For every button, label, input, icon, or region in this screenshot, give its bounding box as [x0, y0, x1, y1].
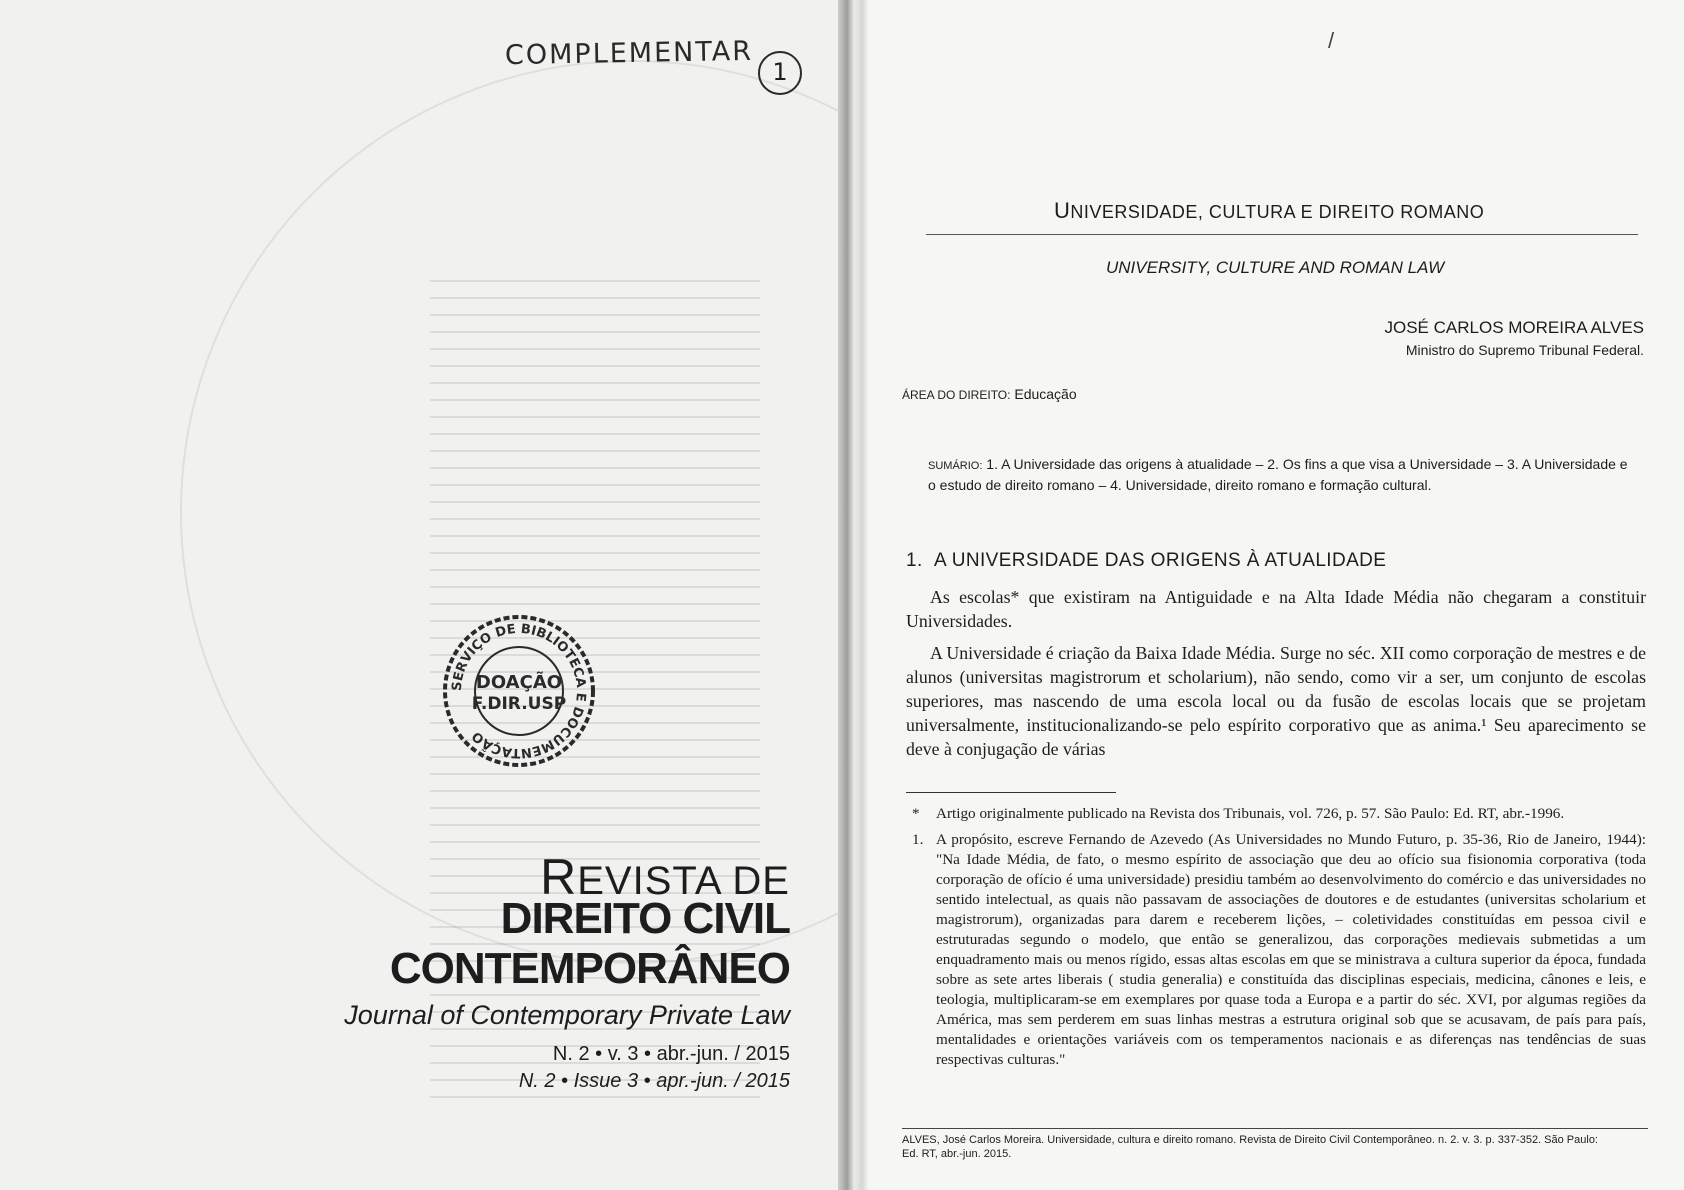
summary [928, 455, 1628, 495]
citation: ALVES, José Carlos Moreira. Universidade, cultura e direito romano. Revista de Direito Civil Contemporâneo. n. 2. v. 3. p. 337-352. São Paulo: Ed. RT, abr.-jun. 2015. [902, 1134, 1598, 1160]
stamp-ring-text: SERVIÇO DE BIBLIOTECA E DOCUMENTAÇÃO [449, 621, 589, 761]
footnote-1-text: A propósito, escreve Fernando de Azevedo (As Universidades no Mundo Futuro, p. 35-36, Rio de Janeiro, 1944): "Na Idade Média, de fato, o mesmo espírito de associação que deu ao ofício sua fisionomia corporativa (toda corporação de ofício é uma universidade) presidiu também ao desenvolvimento do comércio e das universidades no sentido intelectual, as quais não passavam de associações de doutores e de estudantes (universitas scholarium et magistrorum), organizadas para darem e receberem lições, – coletividades constituídas em pessoa civil e estruturadas segundo o modelo, que então se generalizou, das corporações medievais submetidas a um enquadramento mais ou menos rígido, essas altas escolas em que se ministrava a cultura superior da época, fundada sobre as sete artes liberais ( studia generalia) e constituída das disciplinas especiais, medicina, cânones e leis, e teologia, multiplicaram-se em exemplares por quase toda a Europa e a partir do séc. XVI, por algumas regiões da América, mas sem perderem em suas linhas mestras a estrutura original sob que se acusavam, de país para país, mentalidades e orientações variáveis com os temperamentos nacionais e as diferenças nas tendências de suas respectivas culturas." [936, 831, 1646, 1068]
paragraph-2: A Universidade é criação da Baixa Idade Média. Surge no séc. XII como corporação de mestres e de alunos (universitas magistrorum et scholarium), não sendo, como vir a ser, um conjunto de escolas superiores, mas nascendo de uma escola local ou da fusão de escolas locais que se projetam universalmente, institucionalizando-se pelo espírito corporativo que as anima.¹ Seu aparecimento se deve à conjugação de várias [906, 643, 1646, 759]
summary-label: SUMÁRIO: [928, 460, 983, 472]
title-divider [926, 234, 1638, 235]
citation-divider [902, 1128, 1648, 1129]
article-title [1054, 198, 1484, 224]
journal-issue-pt: N. 2 • v. 3 • abr.-jun. / 2015 [552, 1043, 790, 1065]
book-gutter [838, 0, 868, 1190]
journal-title-line2: DIREITO CIVIL [500, 894, 790, 943]
article-subtitle: UNIVERSITY, CULTURE AND ROMAN LAW [1106, 258, 1445, 277]
page-mark: / [1328, 28, 1335, 53]
journal-english-title: Journal of Contemporary Private Law [344, 1000, 790, 1030]
footnote-star-marker: * [912, 805, 920, 822]
journal-title-rest: EVISTA DE [577, 859, 790, 903]
handwritten-note: COMPLEMENTAR [504, 35, 754, 72]
footnote-divider [906, 792, 1116, 793]
footnote-star [912, 804, 1646, 824]
journal-title-line3: CONTEMPORÂNEO [389, 944, 790, 993]
stamp-line1: DOAÇÃO [475, 672, 563, 693]
summary-text: 1. A Universidade das origens à atualidade – 2. Os fins a que visa a Universidade – 3. A Universidade e o estudo de direito romano – 4. Universidade, direito romano e formação cultural. [928, 456, 1628, 493]
article-title-rest: NIVERSIDADE, CULTURA E DIREITO ROMANO [1070, 202, 1485, 222]
footnote-1 [912, 830, 1646, 1070]
area-value: Educação [1014, 386, 1077, 402]
footnotes [912, 804, 1646, 1076]
paragraph-1: As escolas* que existiram na Antiguidade e na Alta Idade Média não chegaram a constituir Universidades. [906, 587, 1646, 631]
article-title-initial: U [1054, 198, 1071, 223]
author-name: JOSÉ CARLOS MOREIRA ALVES [1384, 318, 1644, 337]
section-heading [906, 550, 1386, 572]
footnote-1-marker: 1. [912, 831, 924, 848]
section-title: A UNIVERSIDADE DAS ORIGENS À ATUALIDADE [934, 550, 1387, 571]
right-page [846, 0, 1684, 1190]
author-affiliation: Ministro do Supremo Tribunal Federal. [1405, 342, 1644, 358]
handwritten-number: 1 [758, 51, 802, 95]
footnote-star-text: Artigo originalmente publicado na Revista dos Tribunais, vol. 726, p. 57. São Paulo: Ed. RT, abr.-1996. [936, 805, 1565, 822]
area-label: ÁREA DO DIREITO: [902, 388, 1011, 402]
section-number: 1. [906, 550, 923, 571]
library-stamp [440, 612, 598, 770]
stamp-line2: F.DIR.USP [471, 694, 567, 714]
area-of-law [902, 386, 1077, 402]
journal-title-initial: R [540, 849, 578, 905]
journal-issue-en: N. 2 • Issue 3 • apr.-jun. / 2015 [518, 1070, 790, 1092]
